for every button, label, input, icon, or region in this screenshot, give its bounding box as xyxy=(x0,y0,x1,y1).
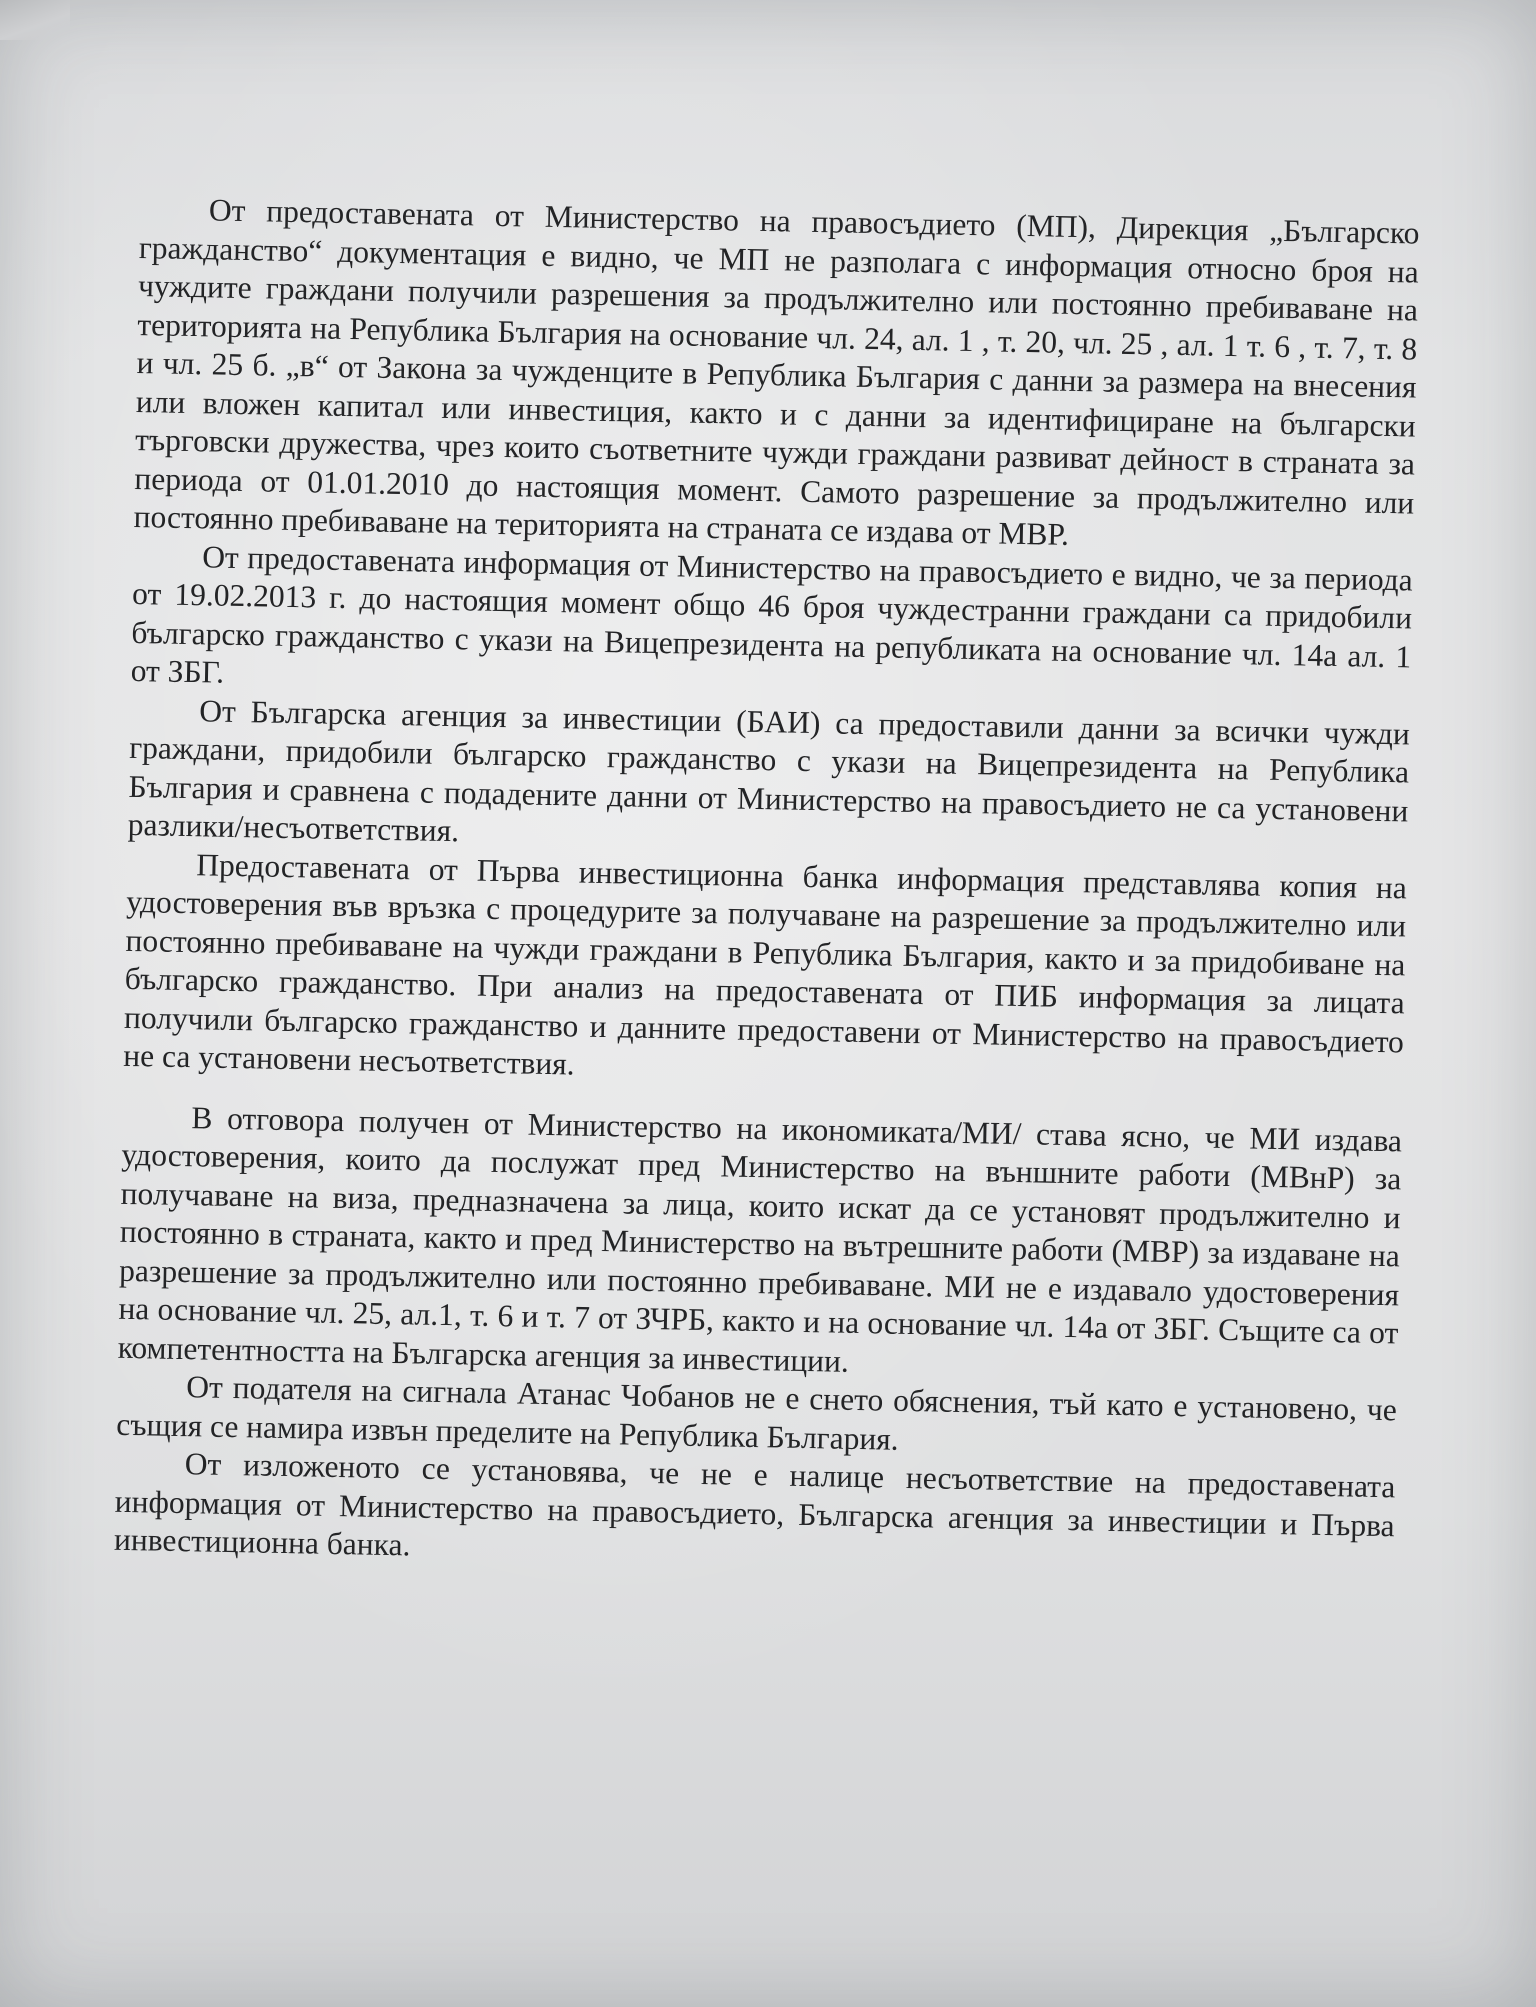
paragraph-mp-documentation: От предоставената от Министерство на правосъдието (МП), Дирекция „Българско гражданство“ документация е видно, че МП не разполага с информация относно броя на чуждите граждани получили разрешения за продължително или постоянно пребиваване на територията на Република България на основание чл. 24, ал. 1 , т. 20, чл. 25 , ал. 1 т. 6 , т. 7, т. 8 и чл. 25 б. „в“ от Закона за чужденците в Република България с данни за размера на внесения или вложен капитал или инвестиция, както и с данни за идентифициране на български търговски дружества, чрез които съответните чужди граждани развиват дейност в страната за периода от 01.01.2010 до настоящия момент. Самото разрешение за продължително или постоянно пребиваване на територията на страната се издава от МВР. xyxy=(133,192,1420,552)
paragraph-bai-data: От Българска агенция за инвестиции (БАИ) са предоставили данни за всички чужди граждани, придобили българско гражданство с укази на Вицепрезидента на Република България и сравнена с подадените данни от Министерство на правосъдието не са установени разлики/несъответствия. xyxy=(127,692,1411,849)
paragraph-mp-citizenship-count: От предоставената информация от Министерство на правосъдието е видно, че за периода от 19.02.2013 г. до настоящия момент общо 46 броя чуждестранни граждани са придобили българско гражданство с укази на Вицепрезидента на републиката на основание чл. 14а ал. 1 от ЗБГ. xyxy=(130,538,1414,690)
document-body xyxy=(114,190,1420,1584)
paragraph-pib-information: Предоставената от Първа инвестиционна банка информация представлява копия на удостоверения във връзка с процедурите за получаване на разрешение за продължително или постоянно пребиваване на чужди граждани в Република България, както и за придобиване на българско гражданство. При анализ на предоставената от ПИБ информация за лицата получили българско гражданство и данните предоставени от Министерство на правосъдието не са установени несъответствия. xyxy=(123,846,1408,1082)
paragraph-conclusion: От изложеното се установява, че не е налице несъответствие на предоставената информация от Министерство на правосъдието, Българска агенция за инвестиции и Първа инвестиционна банка. xyxy=(113,1446,1396,1563)
paragraph-mi-response: В отговора получен от Министерство на икономиката/МИ/ става ясно, че МИ издава удостоверения, които да послужат пред Министерство на външните работи (МВнР) за получаване на виза, предназначена за лица, които искат да се установят продължително и постоянно в страната, както и пред Министерство на вътрешните работи (МВР) за издаване на разрешение за продължително или постоянно пребиваване. МИ не е издавало удостоверения на основание чл. 25, ал.1, т. 6 и т. 7 от ЗЧРБ, както и на основание чл. 14а от ЗБГ. Същите са от компетентността на Българска агенция за инвестиции. xyxy=(117,1099,1403,1379)
page-corner-fold xyxy=(0,0,70,40)
paragraph-signal-submitter: От подателя на сигнала Атанас Чобанов не е снето обяснения, тъй като е установено, че същия се намира извън пределите на Република България. xyxy=(115,1369,1398,1457)
